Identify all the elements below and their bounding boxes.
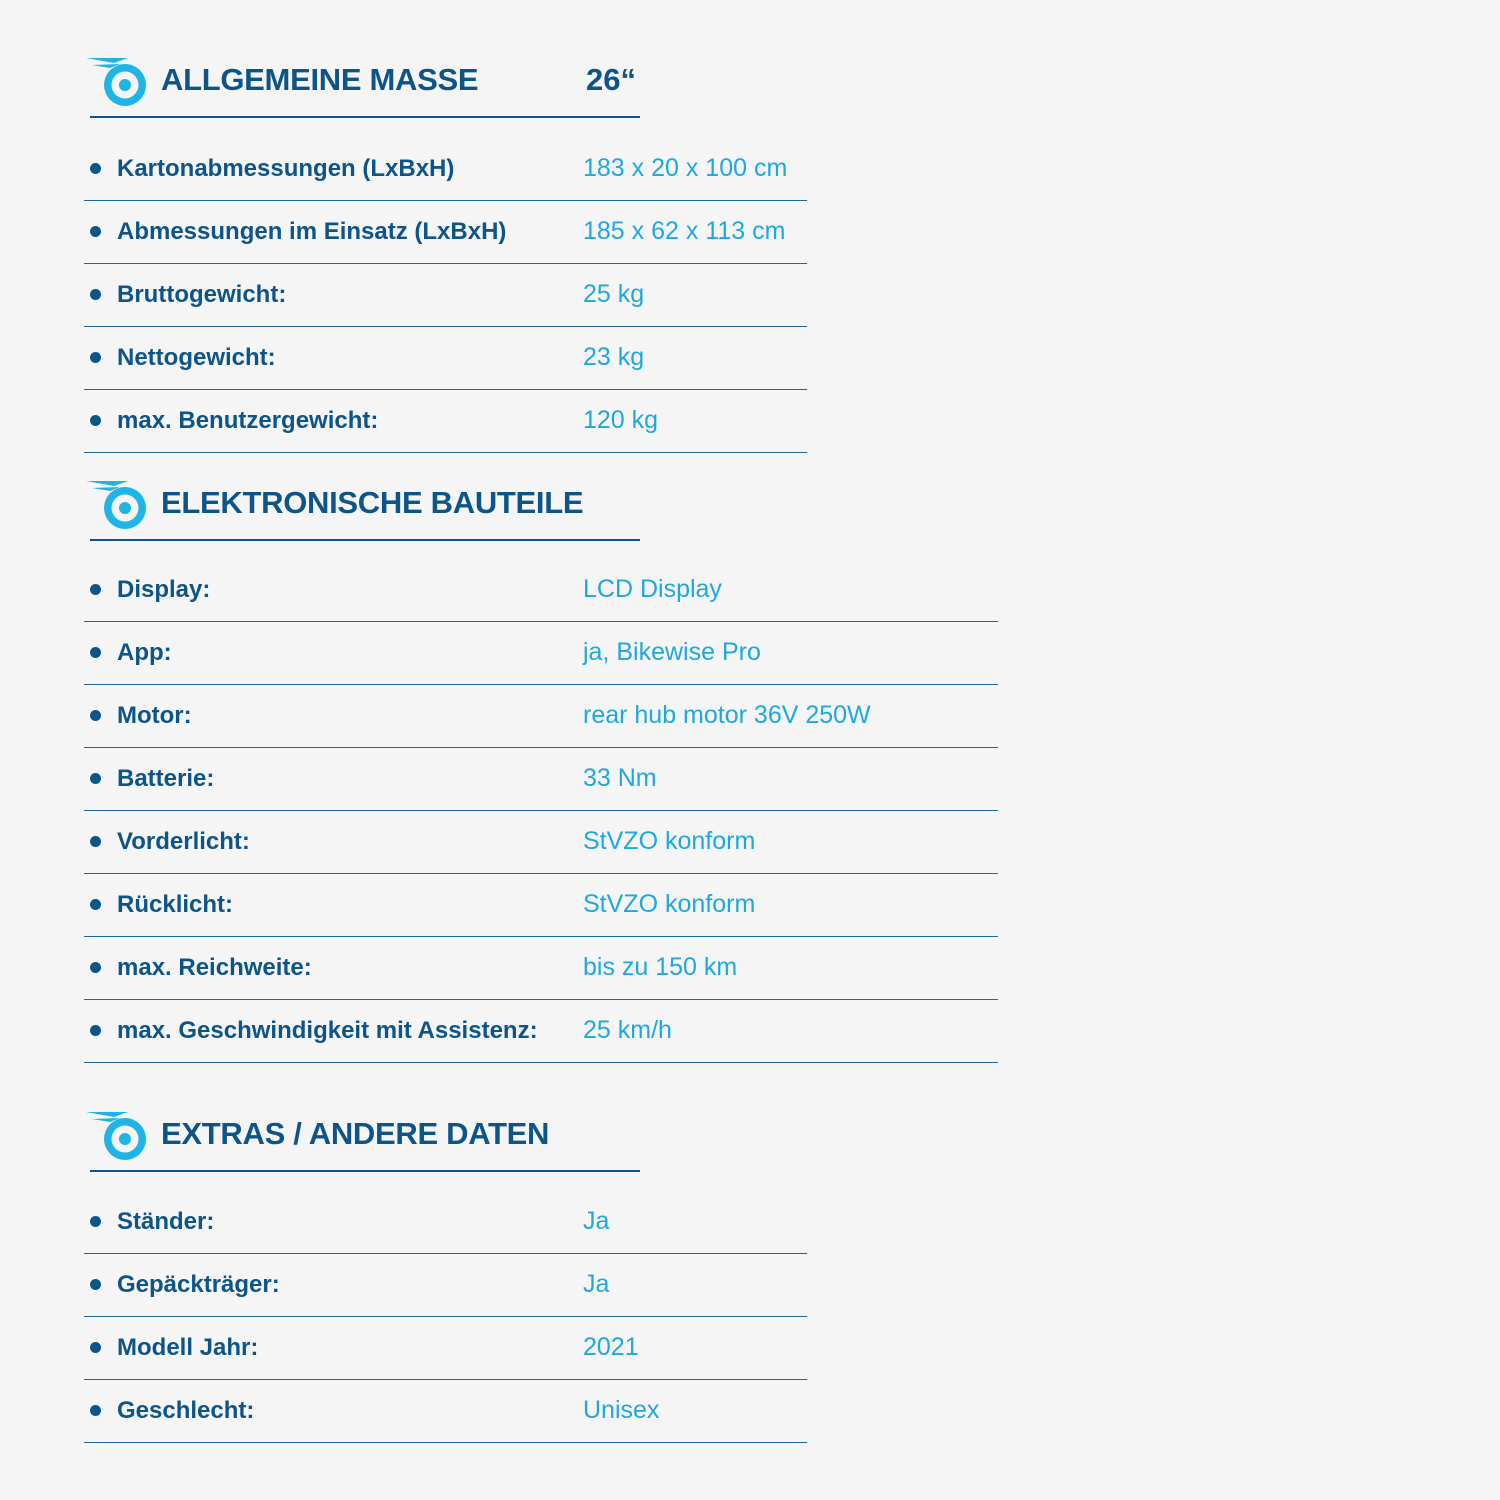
wheel-size-label: 26“ <box>586 62 636 97</box>
spec-row <box>84 201 807 264</box>
bullet <box>90 1342 101 1353</box>
spec-label: Vorderlicht: <box>117 828 250 855</box>
spec-value: rear hub motor 36V 250W <box>583 701 871 729</box>
spec-row <box>84 622 998 685</box>
bullet <box>90 289 101 300</box>
bullet <box>90 710 101 721</box>
bullet <box>90 773 101 784</box>
spec-row <box>84 874 998 937</box>
spec-value: 183 x 20 x 100 cm <box>583 154 788 182</box>
spec-value: Ja <box>583 1207 610 1235</box>
spec-label: Geschlecht: <box>117 1397 255 1424</box>
spec-value: 23 kg <box>583 343 645 371</box>
spec-label: Modell Jahr: <box>117 1334 259 1361</box>
spec-label: max. Benutzergewicht: <box>117 407 379 434</box>
spec-row <box>84 138 807 201</box>
spec-value: bis zu 150 km <box>583 953 738 981</box>
spec-list <box>84 1191 807 1443</box>
spec-row <box>84 559 998 622</box>
spec-row <box>84 937 998 1000</box>
bullet <box>90 836 101 847</box>
bullet <box>90 962 101 973</box>
spec-row <box>84 748 998 811</box>
spec-value: StVZO konform <box>583 827 756 855</box>
spec-label: Batterie: <box>117 765 215 792</box>
spec-label: max. Reichweite: <box>117 954 312 981</box>
spec-row <box>84 1000 998 1063</box>
spec-row <box>84 390 807 453</box>
section-divider <box>90 539 640 541</box>
spec-list <box>84 138 807 453</box>
spec-row <box>84 685 998 748</box>
spec-label: Kartonabmessungen (LxBxH) <box>117 155 455 182</box>
wheel-speed-icon <box>84 1110 154 1170</box>
bullet <box>90 226 101 237</box>
spec-value: LCD Display <box>583 575 722 603</box>
spec-label: Rücklicht: <box>117 891 234 918</box>
bullet <box>90 415 101 426</box>
spec-label: Abmessungen im Einsatz (LxBxH) <box>117 218 507 245</box>
bullet <box>90 584 101 595</box>
spec-value: Unisex <box>583 1396 660 1424</box>
spec-row <box>84 327 807 390</box>
wheel-speed-icon <box>84 56 154 116</box>
spec-list <box>84 559 998 1063</box>
bullet <box>90 352 101 363</box>
bullet <box>90 1405 101 1416</box>
spec-value: 33 Nm <box>583 764 657 792</box>
bullet <box>90 1216 101 1227</box>
spec-label: Bruttogewicht: <box>117 281 287 308</box>
wheel-speed-icon <box>84 479 154 539</box>
spec-value: Ja <box>583 1270 610 1298</box>
section-divider <box>90 1170 640 1172</box>
spec-value: ja, Bikewise Pro <box>583 638 761 666</box>
section-title: ALLGEMEINE MASSE <box>161 62 479 97</box>
bullet <box>90 1025 101 1036</box>
spec-row <box>84 1191 807 1254</box>
spec-value: StVZO konform <box>583 890 756 918</box>
spec-label: Nettogewicht: <box>117 344 276 371</box>
spec-value: 185 x 62 x 113 cm <box>583 217 786 245</box>
spec-value: 2021 <box>583 1333 639 1361</box>
bullet <box>90 647 101 658</box>
spec-label: App: <box>117 639 172 666</box>
spec-label: Ständer: <box>117 1208 215 1235</box>
spec-label: Motor: <box>117 702 192 729</box>
section-divider <box>90 116 640 118</box>
spec-label: Display: <box>117 576 211 603</box>
spec-row <box>84 264 807 327</box>
bullet <box>90 899 101 910</box>
spec-row <box>84 1254 807 1317</box>
spec-row <box>84 811 998 874</box>
spec-value: 25 km/h <box>583 1016 672 1044</box>
bullet <box>90 1279 101 1290</box>
spec-row <box>84 1380 807 1443</box>
section-title: EXTRAS / ANDERE DATEN <box>161 1116 550 1151</box>
bullet <box>90 163 101 174</box>
spec-value: 120 kg <box>583 406 659 434</box>
section-title: ELEKTRONISCHE BAUTEILE <box>161 485 584 520</box>
spec-label: Gepäckträger: <box>117 1271 280 1298</box>
spec-value: 25 kg <box>583 280 645 308</box>
spec-row <box>84 1317 807 1380</box>
spec-label: max. Geschwindigkeit mit Assistenz: <box>117 1017 538 1044</box>
